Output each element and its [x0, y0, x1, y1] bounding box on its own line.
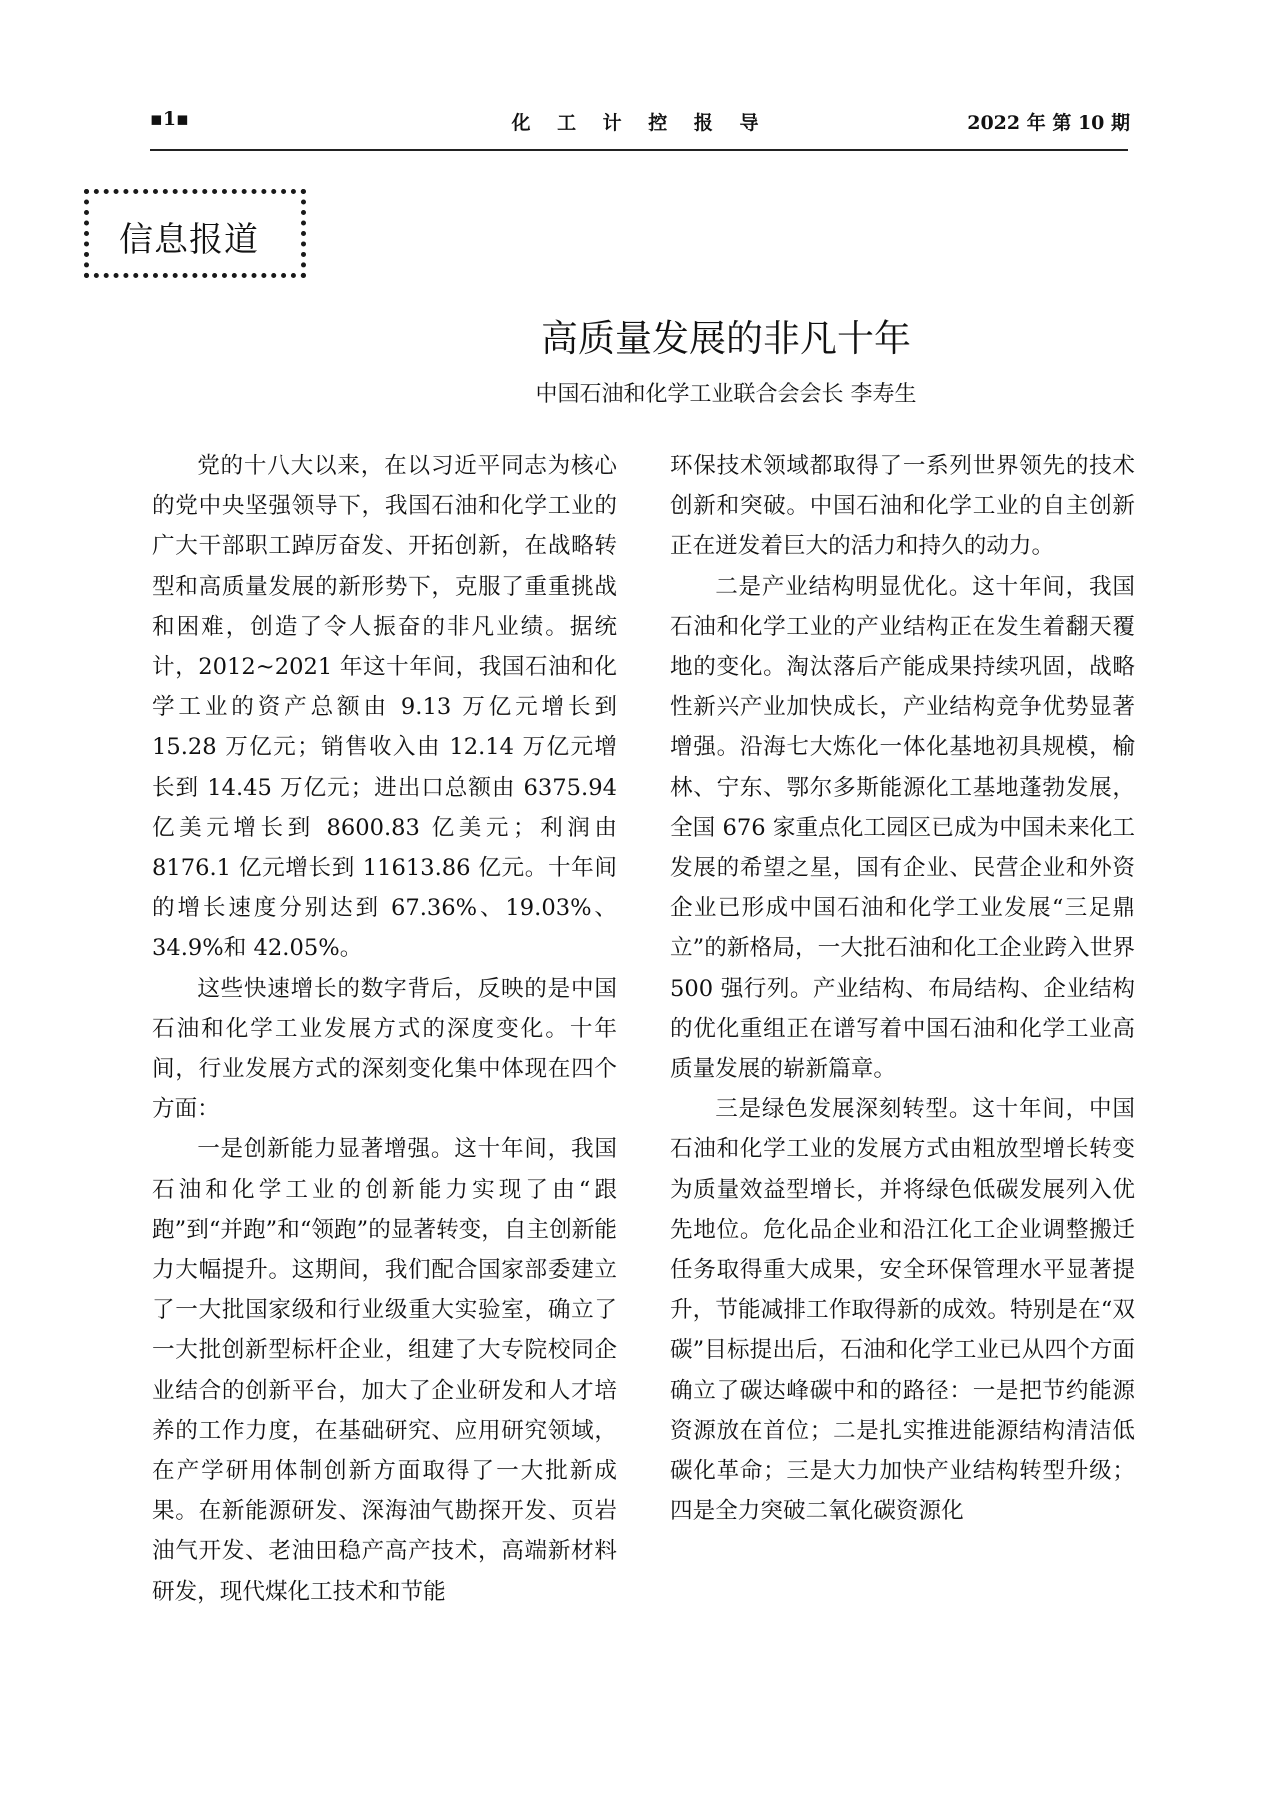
header-rule: [150, 149, 1128, 151]
paragraph: 这些快速增长的数字背后，反映的是中国石油和化学工业发展方式的深度变化。十年间，行业发展方式的深刻变化集中体现在四个方面：: [152, 975, 617, 1123]
page-number: ▪1▪: [150, 108, 189, 130]
section-label: 信息报道: [119, 220, 259, 260]
article-byline: 中国石油和化学工业联合会会长 李寿生: [535, 382, 917, 407]
right-column: [670, 446, 1135, 1531]
paragraph: 三是绿色发展深刻转型。这十年间，中国石油和化学工业的发展方式由粗放型增长转变为质量效益型增长，并将绿色低碳发展列入优先地位。危化品企业和沿江化工企业调整搬迁任务取得重大成果，安全环保管理水平显著提升，节能减排工作取得新的成效。特别是在“双碳”目标提出后，石油和化学工业已从四个方面确立了碳达峰碳中和的路径：一是把节约能源资源放在首位；二是扎实推进能源结构清洁低碳化革命；三是大力加快产业结构转型升级；四是全力突破二氧化碳资源化: [670, 1096, 1135, 1525]
section-label-box: [84, 189, 306, 278]
paragraph: 二是产业结构明显优化。这十年间，我国石油和化学工业的产业结构正在发生着翻天覆地的变化。淘汰落后产能成果持续巩固，战略性新兴产业加快成长，产业结构竞争优势显著增强。沿海七大炼化一体化基地初具规模，榆林、宁东、鄂尔多斯能源化工基地蓬勃发展，全国 676 家重点化工园区已成为中国未来化工发展的希望之星，国有企业、民营企业和外资企业已形成中国石油和化学工业发展“三足鼎立”的新格局，一大批石油和化工企业跨入世界 500 强行列。产业结构、布局结构、企业结构的优化重组正在谱写着中国石油和化学工业高质量发展的崭新篇章。: [670, 573, 1135, 1083]
article-title: 高质量发展的非凡十年: [541, 317, 911, 360]
issue-info: 2022 年 第 10 期: [967, 112, 1130, 134]
paragraph: 党的十八大以来，在以习近平同志为核心的党中央坚强领导下，我国石油和化学工业的广大干部职工踔厉奋发、开拓创新，在战略转型和高质量发展的新形势下，克服了重重挑战和困难，创造了令人振奋的非凡业绩。据统计，2012~2021 年这十年间，我国石油和化学工业的资产总额由 9.13 万亿元增长到 15.28 万亿元；销售收入由 12.14 万亿元增长到 14.45 万亿元；进出口总额由 6375.94 亿美元增长到 8600.83 亿美元；利润由 8176.1 亿元增长到 11613.86 亿元。十年间的增长速度分别达到 67.36%、19.03%、34.9%和 42.05%。: [152, 453, 617, 962]
paragraph: 一是创新能力显著增强。这十年间，我国石油和化学工业的创新能力实现了由“跟跑”到“并跑”和“领跑”的显著转变，自主创新能力大幅提升。这期间，我们配合国家部委建立了一大批国家级和行业级重大实验室，确立了一大批创新型标杆企业，组建了大专院校同企业结合的创新平台，加大了企业研发和人才培养的工作力度，在基础研究、应用研究领域，在产学研用体制创新方面取得了一大批新成果。在新能源研发、深海油气勘探开发、页岩油气开发、老油田稳产高产技术，高端新材料研发，现代煤化工技术和节能: [152, 1136, 617, 1605]
running-header: [150, 106, 1130, 136]
paragraph-continuation: 环保技术领域都取得了一系列世界领先的技术创新和突破。中国石油和化学工业的自主创新正在迸发着巨大的活力和持久的动力。: [670, 453, 1135, 560]
left-column: [152, 446, 617, 1612]
journal-name: 化 工 计 控 报 导: [511, 112, 769, 134]
